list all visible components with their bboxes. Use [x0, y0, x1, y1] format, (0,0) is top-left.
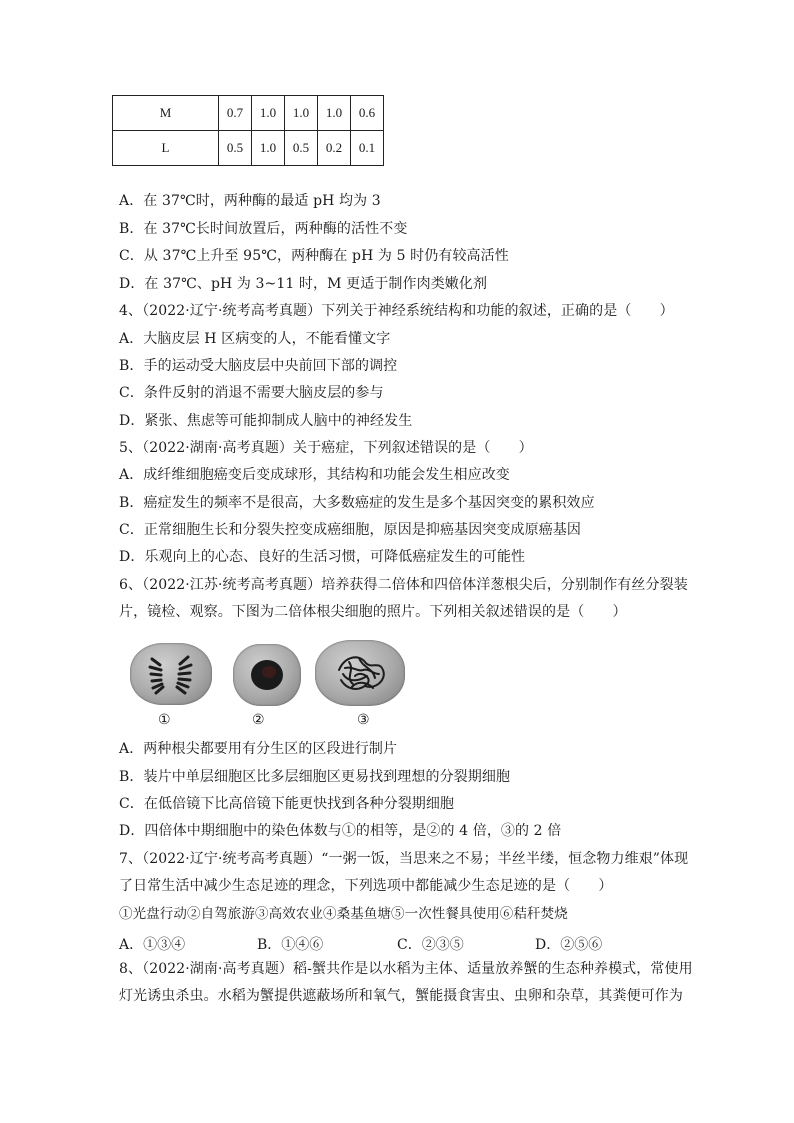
q3-option-d: D．在 37℃、pH 为 3~11 时，M 更适于制作肉类嫩化剂	[119, 276, 488, 292]
interphase-nucleus-icon	[233, 644, 301, 706]
anaphase-chromosomes-icon	[130, 643, 212, 705]
table-cell: 1.0	[318, 96, 351, 131]
table-cell: 1.0	[252, 131, 285, 166]
q5-stem: 5、（2022·湖南·高考真题）关于癌症，下列叙述错误的是（ ）	[119, 440, 533, 456]
enzyme-activity-table	[112, 95, 384, 166]
table-row	[113, 131, 384, 166]
table-cell: 0.6	[351, 96, 384, 131]
q6-option-b: B．装片中单层细胞区比多层细胞区更易找到理想的分裂期细胞	[119, 769, 511, 785]
q8-line-2: 灯光诱虫杀虫。水稻为蟹提供遮蔽场所和氧气，蟹能摄食害虫、虫卵和杂草，其粪便可作为	[119, 988, 683, 1004]
figure-label-1: ①	[158, 712, 171, 728]
q4-option-a: A．大脑皮层 H 区病变的人，不能看懂文字	[119, 331, 391, 347]
row-label: M	[113, 96, 219, 131]
q8-line-1: 8、（2022·湖南·高考真题）稻-蟹共作是以水稻为主体、适量放养蟹的生态种养模式，常使用	[119, 961, 693, 977]
q7-stem-line-2: 了日常生活中减少生态足迹的理念，下列选项中都能减少生态足迹的是（ ）	[119, 878, 613, 894]
q7-option-d: D．②⑤⑥	[535, 937, 603, 953]
table-cell: 1.0	[252, 96, 285, 131]
figure-label-2: ②	[252, 712, 265, 728]
cell-photo-1	[130, 643, 212, 705]
q3-option-b: B．在 37℃长时间放置后，两种酶的活性不变	[119, 221, 408, 237]
q7-option-a: A．①③④	[119, 937, 186, 953]
q4-stem: 4、（2022·辽宁·统考高考真题）下列关于神经系统结构和功能的叙述，正确的是（ ）	[119, 303, 674, 319]
q5-option-c: C．正常细胞生长和分裂失控变成癌细胞，原因是抑癌基因突变成原癌基因	[119, 522, 582, 538]
q6-option-a: A．两种根尖都要用有分生区的区段进行制片	[119, 741, 398, 757]
table-cell: 0.7	[219, 96, 252, 131]
q7-option-b: B．①④⑥	[257, 937, 324, 953]
table-cell: 0.5	[285, 131, 318, 166]
q6-option-d: D．四倍体中期细胞中的染色体数与①的相等，是②的 4 倍，③的 2 倍	[119, 823, 562, 839]
table-cell: 0.5	[219, 131, 252, 166]
q6-stem-line-1: 6、（2022·江苏·统考高考真题）培养获得二倍体和四倍体洋葱根尖后，分别制作有丝分裂装	[119, 577, 688, 593]
q7-option-c: C．②③⑤	[397, 937, 464, 953]
q4-option-d: D．紧张、焦虑等可能抑制成人脑中的神经发生	[119, 413, 413, 429]
prophase-chromosomes-icon	[315, 640, 405, 706]
row-label: L	[113, 131, 219, 166]
cell-photo-3	[315, 640, 405, 706]
q7-stem-line-1: 7、（2022·辽宁·统考高考真题）“一粥一饭，当思来之不易；半丝半缕，恒念物力维艰”体现	[119, 851, 689, 867]
q6-option-c: C．在低倍镜下比高倍镜下能更快找到各种分裂期细胞	[119, 796, 455, 812]
figure-label-3: ③	[357, 712, 370, 728]
q3-option-a: A．在 37℃时，两种酶的最适 pH 均为 3	[119, 193, 381, 209]
q3-option-c: C．从 37℃上升至 95℃，两种酶在 pH 为 5 时仍有较高活性	[119, 248, 509, 264]
q5-option-b: B．癌症发生的频率不是很高，大多数癌症的发生是多个基因突变的累积效应	[119, 495, 595, 511]
q6-stem-line-2: 片，镜检、观察。下图为二倍体根尖细胞的照片。下列相关叙述错误的是（ ）	[119, 604, 627, 620]
table-cell: 0.2	[318, 131, 351, 166]
q5-option-d: D．乐观向上的心态、良好的生活习惯，可降低癌症发生的可能性	[119, 549, 526, 565]
q4-option-c: C．条件反射的消退不需要大脑皮层的参与	[119, 385, 384, 401]
table-cell: 1.0	[285, 96, 318, 131]
q7-items: ①光盘行动②自驾旅游③高效农业④桑基鱼塘⑤一次性餐具使用⑥秸秆焚烧	[119, 906, 568, 922]
table-row	[113, 96, 384, 131]
table-cell: 0.1	[351, 131, 384, 166]
cell-photo-2	[233, 644, 301, 706]
q4-option-b: B．手的运动受大脑皮层中央前回下部的调控	[119, 358, 398, 374]
q5-option-a: A．成纤维细胞癌变后变成球形，其结构和功能会发生相应改变	[119, 467, 510, 483]
